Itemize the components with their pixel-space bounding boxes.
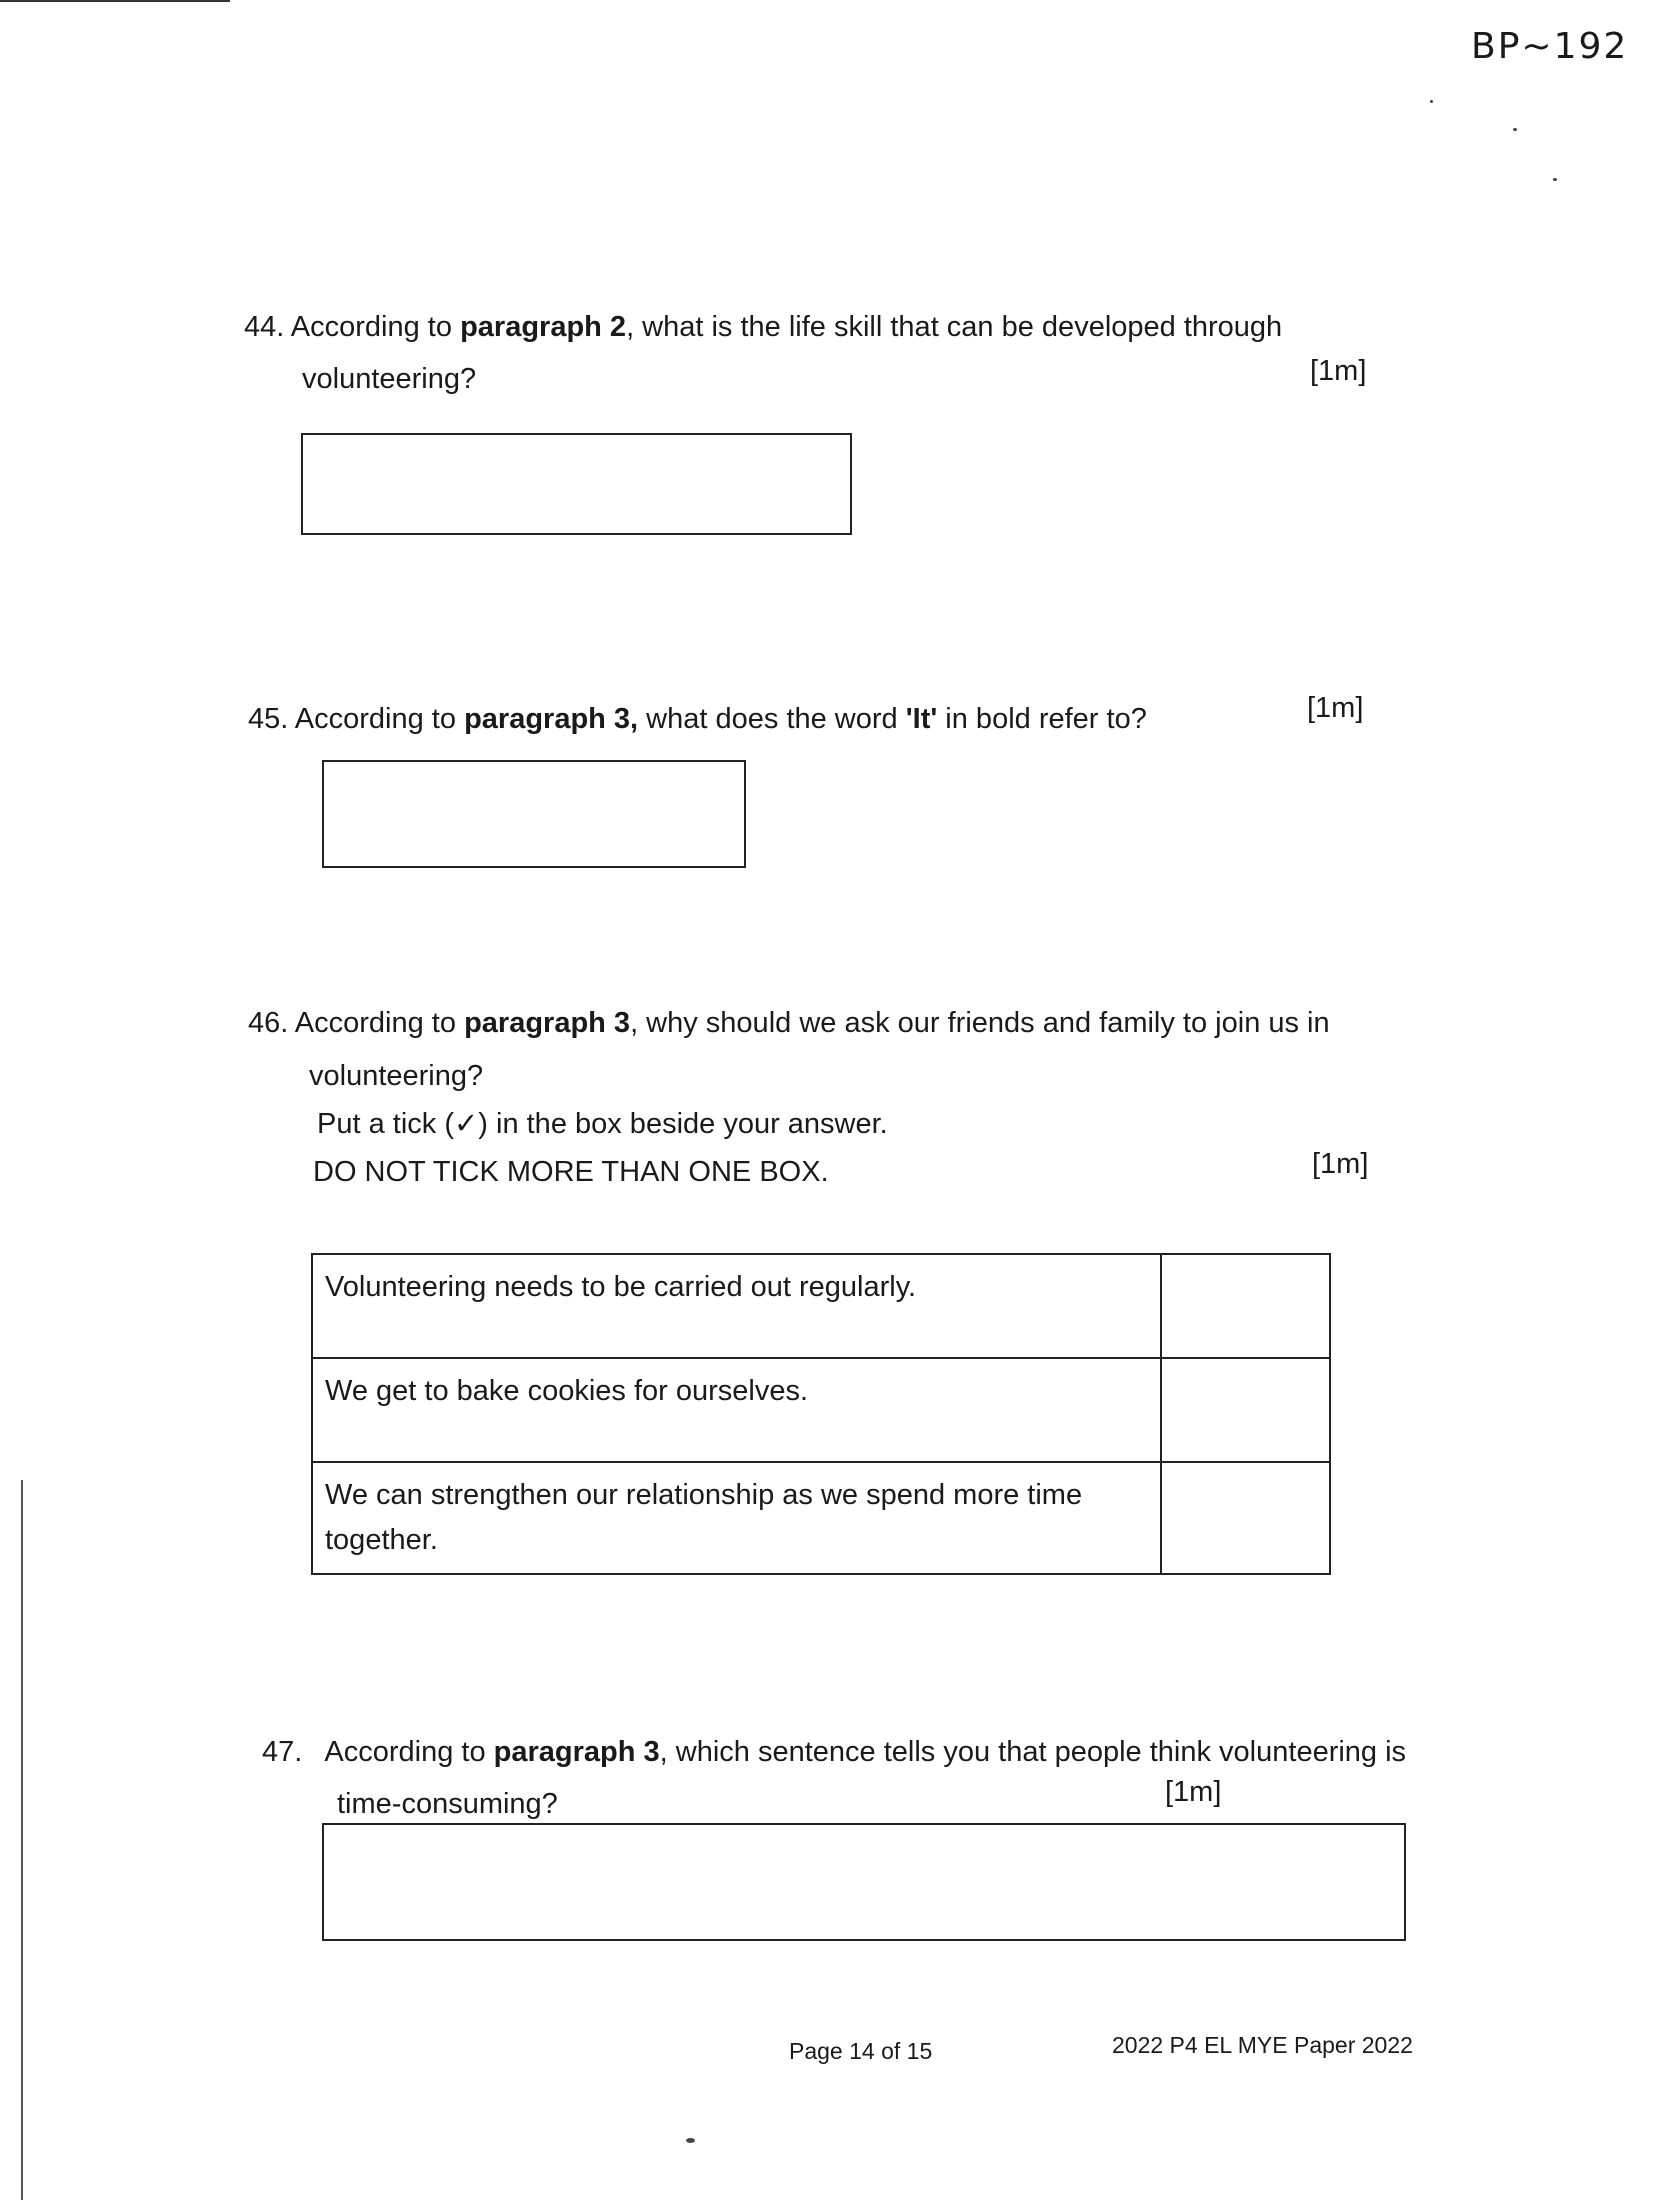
answer-box-44[interactable]: [301, 433, 852, 535]
scan-speck: [1553, 178, 1557, 181]
option-text: We can strengthen our relationship as we spend more time together.: [312, 1462, 1161, 1574]
option-text: We get to bake cookies for ourselves.: [312, 1358, 1161, 1462]
paper-code: BP~192: [1471, 26, 1629, 67]
tick-box[interactable]: [1161, 1462, 1330, 1574]
question-number: 47.: [262, 1736, 303, 1768]
question-number: 45.: [248, 703, 289, 735]
question-text: According to paragraph 3, what does the word 'It' in bold refer to?: [294, 703, 1147, 735]
question-46-marks: [1m]: [1312, 1148, 1369, 1180]
question-46-line2: volunteering?: [309, 1060, 484, 1092]
table-row: [312, 1462, 1330, 1574]
answer-box-45[interactable]: [322, 760, 746, 868]
question-47-line2: time-consuming?: [337, 1788, 558, 1820]
question-45: [248, 702, 1147, 737]
paper-title: 2022 P4 EL MYE Paper 2022: [1112, 2032, 1413, 2058]
question-44-marks: [1m]: [1310, 355, 1367, 387]
question-46: [248, 1006, 1330, 1041]
question-number: 44.: [244, 311, 285, 343]
question-text: According to paragraph 3, why should we ask our friends and family to join us in: [294, 1007, 1330, 1039]
tick-warning: DO NOT TICK MORE THAN ONE BOX.: [313, 1156, 829, 1188]
tick-instruction: Put a tick (✓) in the box beside your answer.: [317, 1108, 888, 1140]
options-table: [311, 1253, 1331, 1575]
scan-speck: [686, 2138, 695, 2143]
table-row: [312, 1358, 1330, 1462]
tick-box[interactable]: [1161, 1358, 1330, 1462]
page-number: Page 14 of 15: [789, 2038, 933, 2064]
scan-speck: [1430, 100, 1433, 103]
question-number: 46.: [248, 1007, 289, 1039]
question-44: [244, 310, 1282, 345]
tick-box[interactable]: [1161, 1254, 1330, 1358]
question-47: [262, 1735, 1406, 1770]
top-edge-line: [0, 0, 230, 2]
question-text: According to paragraph 3, which sentence tells you that people think volunteering is: [324, 1736, 1407, 1768]
question-45-marks: [1m]: [1307, 692, 1364, 724]
question-44-line2: volunteering?: [302, 363, 477, 395]
table-row: [312, 1254, 1330, 1358]
left-edge-line: [21, 1480, 23, 2200]
scan-speck: [1513, 128, 1517, 131]
option-text: Volunteering needs to be carried out regularly.: [312, 1254, 1161, 1358]
answer-box-47[interactable]: [322, 1823, 1406, 1941]
question-text: According to paragraph 2, what is the life skill that can be developed through: [290, 311, 1283, 343]
question-47-marks: [1m]: [1165, 1776, 1222, 1808]
